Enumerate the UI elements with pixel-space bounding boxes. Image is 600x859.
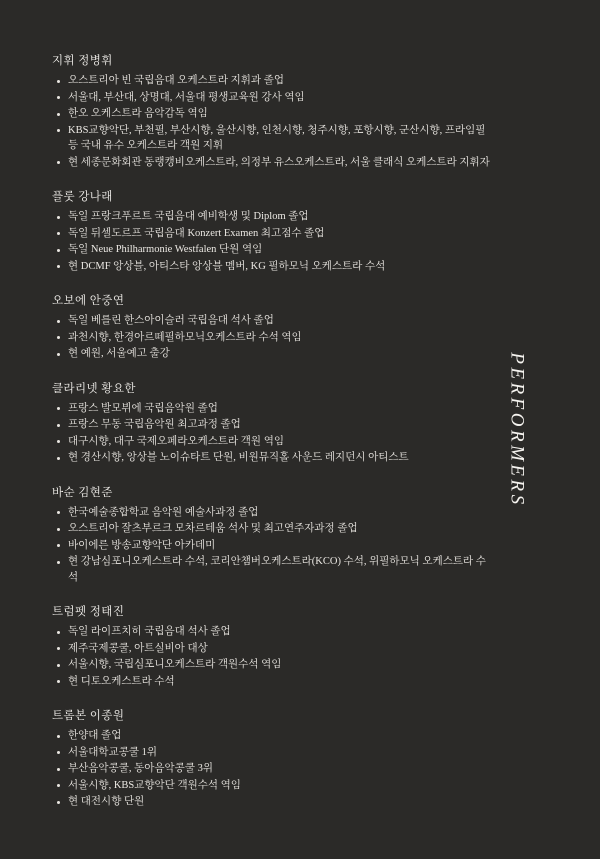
list-item [52,778,492,794]
list-item-text: 제주국제콩쿨, 아트실비아 대상 [68,642,208,654]
list-item-text: 현 예원, 서울예고 출강 [68,348,170,359]
section-title: 클라리넷 황요한 [52,382,136,395]
list-item [52,641,492,657]
list-item [52,728,492,744]
list-item-text: 프랑스 무동 국립음악원 최고과정 졸업 [68,419,241,430]
list-item [52,554,492,585]
list-item [52,538,492,554]
list-item [52,242,492,258]
credential-list [52,401,492,466]
list-item [52,434,492,450]
list-item [52,155,492,171]
list-item [52,505,492,521]
list-item [52,313,492,329]
list-item [52,73,492,89]
performer-section-flute [52,188,492,274]
list-item-text: 한양대 졸업 [68,730,122,741]
performer-section-bassoon [52,484,492,586]
section-title: 트롬본 이종원 [52,710,125,722]
list-item-text: 한오 오케스트라 음악감독 역임 [68,108,208,119]
list-item-text: 현 경산시향, 앙상블 노이슈타트 단원, 비원뮤직홀 사운드 레지던시 아티스트 [68,452,409,463]
performer-section-clarinet [52,380,492,466]
list-item-text: 현 디토오케스트라 수석 [68,675,175,687]
credential-list [52,505,492,586]
list-item [52,417,492,433]
list-item-text: 바이에른 방송교향악단 아카데미 [68,539,216,551]
list-item [52,450,492,466]
list-item-text: 독일 라이프치히 국립음대 석사 졸업 [68,626,231,637]
section-title: 바순 김현준 [52,486,113,499]
list-item [52,90,492,106]
list-item-text: 한국예술종합학교 음악원 예술사과정 졸업 [68,506,259,518]
list-item [52,226,492,242]
list-item [52,761,492,777]
list-item-text: 독일 Neue Philharmonie Westfalen 단원 역임 [68,244,263,255]
section-title: 오보에 안중연 [52,295,125,307]
list-item [52,209,492,225]
list-item-text: 대구시향, 대구 국제오페라오케스트라 객원 역임 [68,435,284,447]
list-item [52,745,492,761]
list-item-text: 서울시향, 국립심포니오케스트라 객원수석 역임 [68,659,282,670]
list-item-text: 현 대전시향 단원 [68,796,145,807]
list-item [52,657,492,673]
list-item-text: 독일 베를린 한스아이슬러 국립음대 석사 졸업 [68,315,274,326]
list-item [52,346,492,362]
performer-section-conductor [52,52,492,170]
list-item-text: 서울대, 부산대, 상명대, 서울대 평생교육원 강사 역임 [68,91,305,103]
credential-list [52,624,492,689]
section-title: 지휘 정병휘 [52,55,113,67]
list-item [52,674,492,690]
performer-section-trombone [52,707,492,810]
list-item-text: 부산음악콩쿨, 동아음악콩쿨 3위 [68,763,213,774]
credential-list [52,313,492,362]
list-item [52,521,492,537]
performer-section-oboe [52,292,492,362]
credential-list [52,73,492,170]
performer-section-trumpet [52,603,492,689]
performers-list [52,52,492,810]
section-title: 플룻 강나래 [52,191,113,203]
list-item-text: 과천시향, 한경아르떼필하모닉오케스트라 수석 역임 [68,331,302,343]
credential-list [52,209,492,274]
list-item-text: 독일 뒤셀도르프 국립음대 Konzert Examen 최고점수 졸업 [68,227,325,239]
list-item [52,401,492,417]
list-item [52,624,492,640]
list-item-text: 현 DCMF 앙상블, 아티스타 앙상블 멤버, KG 필하모닉 오케스트라 수석 [68,260,386,272]
page-side-label: PERFORMERS [506,351,528,508]
list-item [52,794,492,810]
list-item-text: KBS교향악단, 부천필, 부산시향, 울산시향, 인천시향, 청주시향, 포항시향, 군산시향, 프라임필 등 국내 유수 오케스트라 객원 지휘 [68,124,486,151]
list-item [52,330,492,346]
list-item-text: 현 세종문화회관 동랭캥비오케스트라, 의정부 유스오케스트라, 서울 클래식 오케스트라 지휘자 [68,156,490,168]
list-item [52,106,492,122]
list-item-text: 오스트리아 잘츠부르크 모차르테움 석사 및 최고연주자과정 졸업 [68,523,358,534]
list-item-text: 프랑스 발모뷔에 국립음악원 졸업 [68,402,218,414]
credential-list [52,728,492,810]
list-item-text: 서울시향, KBS교향악단 객원수석 역임 [68,779,241,791]
list-item [52,259,492,275]
list-item [52,123,492,154]
section-title: 트럼펫 정태진 [52,606,125,618]
list-item-text: 서울대학교콩쿨 1위 [68,746,158,758]
list-item-text: 현 강남심포니오케스트라 수석, 코리안챔버오케스트라(KCO) 수석, 위필하모닉 오케스트라 수석 [68,556,486,583]
list-item-text: 독일 프랑크푸르트 국립음대 예비학생 및 Diplom 졸업 [68,211,309,222]
list-item-text: 오스트리아 빈 국립음대 오케스트라 지휘과 졸업 [68,75,284,86]
